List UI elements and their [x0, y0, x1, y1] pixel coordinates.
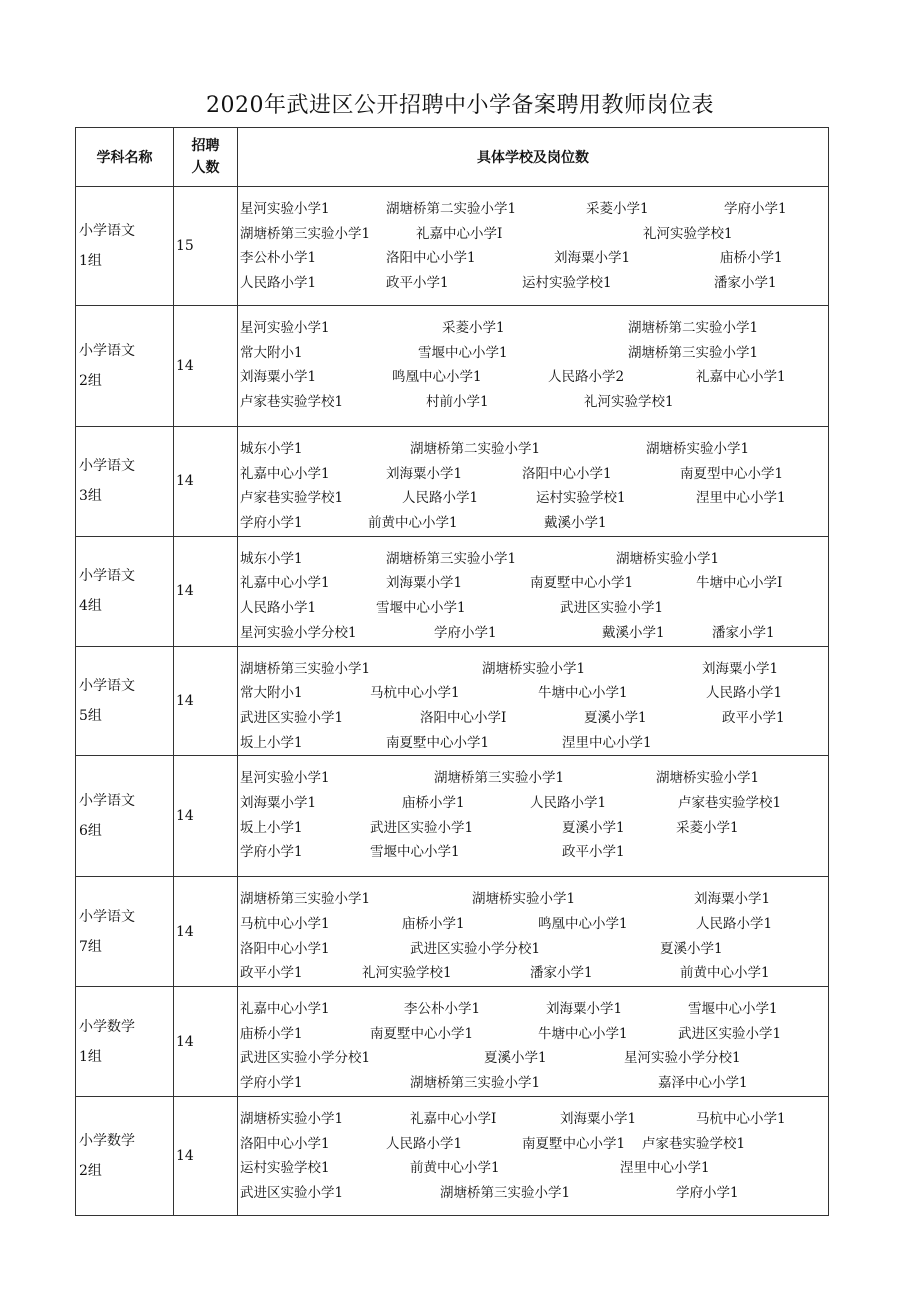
school-entry: 礼嘉中心小学I	[410, 1111, 497, 1127]
school-entry: 运村实验学校1	[536, 490, 626, 507]
school-entry: 戴溪小学1	[544, 515, 607, 532]
school-line	[240, 887, 824, 912]
school-entry: 学府小学1	[724, 201, 787, 217]
table-row	[76, 187, 829, 306]
school-line	[240, 365, 824, 390]
school-entry: 雪堰中心小学1	[418, 344, 508, 361]
school-entry: 人民路小学1	[386, 1135, 463, 1152]
school-line	[240, 937, 824, 962]
school-entry: 湖塘桥第三实验小学1	[434, 770, 565, 787]
school-entry: 戴溪小学1	[602, 624, 665, 641]
school-entry: 礼河实验学校1	[362, 965, 452, 982]
schools-cell	[238, 536, 829, 646]
recruitment-table	[75, 127, 829, 1216]
school-entry: 礼嘉中心小学1	[240, 1001, 330, 1017]
school-entry: 湖塘桥实验小学1	[240, 1111, 344, 1127]
school-entry: 湖塘桥第三实验小学1	[440, 1185, 571, 1202]
school-entry: 涅里中心小学1	[620, 1160, 710, 1177]
school-line	[240, 571, 824, 596]
count-cell: 14	[174, 646, 238, 756]
school-entry: 礼嘉中心小学1	[240, 465, 330, 482]
school-entry: 前黄中心小学1	[680, 965, 770, 982]
school-entry: 常大附小1	[240, 344, 303, 361]
school-line	[240, 731, 824, 756]
school-line	[240, 511, 824, 536]
school-entry: 湖塘桥第三实验小学1	[240, 891, 371, 908]
school-entry: 湖塘桥第三实验小学1	[410, 1075, 541, 1092]
school-entry: 潘家小学1	[530, 965, 593, 982]
school-entry: 鸣凰中心小学1	[392, 369, 482, 386]
table-row	[76, 1097, 829, 1216]
school-entry: 南夏墅中心小学1	[530, 575, 634, 592]
school-line	[240, 621, 824, 646]
school-entry: 卢家巷实验学校1	[642, 1135, 746, 1152]
school-entry: 夏溪小学1	[660, 940, 723, 957]
school-line	[240, 271, 824, 296]
school-entry: 星河实验小学1	[240, 770, 330, 787]
school-entry: 刘海粟小学1	[240, 794, 317, 811]
school-line	[240, 706, 824, 731]
school-entry: 夏溪小学1	[484, 1050, 547, 1067]
school-line	[240, 912, 824, 937]
school-line	[240, 961, 824, 986]
subject-text: 小学数学 2组	[79, 1133, 135, 1179]
school-entry: 马杭中心小学1	[696, 1111, 786, 1127]
count-cell: 14	[174, 536, 238, 646]
school-entry: 涅里中心小学1	[562, 734, 652, 751]
school-line	[240, 222, 824, 247]
school-entry: 人民路小学1	[240, 600, 317, 617]
count-cell: 14	[174, 306, 238, 427]
school-entry: 鸣凰中心小学1	[538, 915, 628, 932]
school-line	[240, 437, 824, 462]
school-entry: 南夏型中心小学1	[680, 465, 784, 482]
table-row	[76, 756, 829, 877]
school-entry: 湖塘桥第三实验小学1	[240, 660, 371, 677]
subject-text: 小学语文 4组	[79, 568, 135, 615]
subject-text: 小学语文 5组	[79, 677, 135, 724]
school-entry: 星河实验小学分校1	[240, 624, 357, 641]
school-entry: 礼嘉中心小学1	[240, 575, 330, 592]
table-row	[76, 987, 829, 1097]
count-cell: 14	[174, 756, 238, 877]
school-entry: 湖塘桥第三实验小学1	[240, 225, 371, 242]
school-entry: 刘海粟小学1	[694, 891, 771, 908]
count-cell: 14	[174, 1097, 238, 1216]
school-entry: 星河实验小学1	[240, 201, 330, 217]
school-entry: 坂上小学1	[240, 819, 303, 836]
school-entry: 前黄中心小学1	[410, 1160, 500, 1177]
school-line	[240, 462, 824, 487]
schools-cell	[238, 306, 829, 427]
school-entry: 洛阳中心小学1	[240, 1135, 330, 1152]
school-line	[240, 1132, 824, 1157]
school-entry: 湖塘桥第三实验小学1	[628, 344, 759, 361]
school-entry: 庙桥小学1	[402, 794, 465, 811]
table-row	[76, 306, 829, 427]
schools-cell	[238, 1097, 829, 1216]
subject-cell	[76, 306, 174, 427]
school-entry: 城东小学1	[240, 441, 303, 457]
school-entry: 武进区实验小学1	[240, 1185, 344, 1202]
school-line	[240, 1181, 824, 1206]
school-entry: 湖塘桥实验小学1	[472, 891, 576, 908]
school-entry: 学府小学1	[676, 1185, 739, 1202]
header-count-text: 招聘 人数	[191, 138, 220, 176]
school-line	[240, 1107, 824, 1132]
school-entry: 夏溪小学1	[584, 709, 647, 726]
school-entry: 雪堰中心小学1	[376, 600, 466, 617]
school-entry: 潘家小学1	[714, 275, 777, 292]
school-entry: 星河实验小学分校1	[624, 1050, 741, 1067]
school-entry: 人民路小学2	[548, 369, 625, 386]
school-entry: 南夏墅中心小学1	[370, 1025, 474, 1042]
subject-cell	[76, 756, 174, 877]
school-entry: 雪堰中心小学1	[688, 1001, 778, 1017]
school-entry: 洛阳中心小学1	[386, 250, 476, 267]
schools-cell	[238, 756, 829, 877]
school-entry: 洛阳中心小学1	[522, 465, 612, 482]
school-entry: 礼河实验学校1	[584, 394, 674, 411]
school-entry: 武进区实验小学1	[678, 1025, 782, 1042]
subject-cell	[76, 646, 174, 756]
school-entry: 城东小学1	[240, 550, 303, 567]
school-line	[240, 840, 824, 865]
table-row	[76, 877, 829, 987]
header-detail: 具体学校及岗位数	[238, 128, 829, 187]
subject-cell	[76, 187, 174, 306]
school-line	[240, 1022, 824, 1047]
school-entry: 潘家小学1	[712, 624, 775, 641]
school-line	[240, 246, 824, 271]
table-row	[76, 646, 829, 756]
school-line	[240, 486, 824, 511]
school-line	[240, 197, 824, 222]
school-entry: 政平小学1	[722, 709, 785, 726]
school-entry: 马杭中心小学1	[240, 915, 330, 932]
school-entry: 湖塘桥第二实验小学1	[386, 201, 517, 217]
school-entry: 湖塘桥第二实验小学1	[628, 320, 759, 336]
school-entry: 洛阳中心小学1	[240, 940, 330, 957]
school-entry: 湖塘桥实验小学1	[482, 660, 586, 677]
page-title: 2020年武进区公开招聘中小学备案聘用教师岗位表	[206, 93, 714, 118]
school-entry: 常大附小1	[240, 685, 303, 702]
school-line	[240, 816, 824, 841]
school-entry: 庙桥小学1	[402, 915, 465, 932]
school-line	[240, 1071, 824, 1096]
school-entry: 坂上小学1	[240, 734, 303, 751]
school-line	[240, 791, 824, 816]
table-row	[76, 427, 829, 537]
school-entry: 武进区实验小学1	[240, 709, 344, 726]
school-entry: 夏溪小学1	[562, 819, 625, 836]
schools-cell	[238, 987, 829, 1097]
school-entry: 人民路小学1	[696, 915, 773, 932]
schools-cell	[238, 646, 829, 756]
school-entry: 刘海粟小学1	[554, 250, 631, 267]
school-entry: 牛塘中心小学1	[538, 1025, 628, 1042]
count-cell: 14	[174, 427, 238, 537]
school-entry: 学府小学1	[240, 515, 303, 532]
school-entry: 人民路小学1	[530, 794, 607, 811]
school-entry: 刘海粟小学1	[560, 1111, 637, 1127]
school-entry: 政平小学1	[386, 275, 449, 292]
subject-cell	[76, 987, 174, 1097]
school-entry: 牛塘中心小学I	[696, 575, 783, 592]
school-entry: 刘海粟小学1	[386, 575, 463, 592]
school-entry: 前黄中心小学1	[368, 515, 458, 532]
school-entry: 卢家巷实验学校1	[240, 490, 344, 507]
subject-text: 小学语文 2组	[79, 343, 135, 389]
school-entry: 运村实验学校1	[240, 1160, 330, 1177]
school-entry: 马杭中心小学1	[370, 685, 460, 702]
school-entry: 礼河实验学校1	[643, 225, 733, 242]
header-subject: 学科名称	[76, 128, 174, 187]
school-entry: 刘海粟小学1	[386, 465, 463, 482]
schools-cell	[238, 187, 829, 306]
school-entry: 采菱小学1	[676, 819, 739, 836]
school-entry: 南夏墅中心小学1	[522, 1135, 626, 1152]
school-entry: 武进区实验小学分校1	[410, 940, 541, 957]
school-entry: 庙桥小学1	[720, 250, 783, 267]
school-entry: 刘海粟小学1	[702, 660, 779, 677]
header-count	[174, 128, 238, 187]
school-entry: 卢家巷实验学校1	[240, 394, 344, 411]
subject-text: 小学语文 3组	[79, 458, 135, 505]
school-entry: 村前小学1	[426, 394, 489, 411]
school-entry: 学府小学1	[240, 1075, 303, 1092]
school-entry: 雪堰中心小学1	[370, 844, 460, 861]
school-line	[240, 766, 824, 791]
school-entry: 人民路小学1	[240, 275, 317, 292]
school-line	[240, 341, 824, 366]
subject-cell	[76, 536, 174, 646]
school-entry: 湖塘桥第二实验小学1	[410, 441, 541, 457]
school-entry: 涅里中心小学1	[696, 490, 786, 507]
school-entry: 政平小学1	[562, 844, 625, 861]
subject-cell	[76, 1097, 174, 1216]
school-entry: 武进区实验小学1	[560, 600, 664, 617]
school-entry: 李公朴小学1	[240, 250, 317, 267]
subject-text: 小学数学 1组	[79, 1018, 135, 1065]
school-line	[240, 997, 824, 1022]
schools-cell	[238, 427, 829, 537]
subject-text: 小学语文 1组	[79, 223, 135, 269]
school-entry: 嘉泽中心小学1	[658, 1075, 748, 1092]
school-entry: 人民路小学1	[402, 490, 479, 507]
school-entry: 学府小学1	[240, 844, 303, 861]
school-line	[240, 681, 824, 706]
school-entry: 牛塘中心小学1	[538, 685, 628, 702]
school-line	[240, 1046, 824, 1071]
school-entry: 刘海粟小学1	[546, 1001, 623, 1017]
school-entry: 人民路小学1	[706, 685, 783, 702]
table-row	[76, 536, 829, 646]
school-line	[240, 390, 824, 415]
count-cell: 15	[174, 187, 238, 306]
school-entry: 南夏墅中心小学1	[386, 734, 490, 751]
school-entry: 湖塘桥实验小学1	[646, 441, 750, 457]
school-entry: 运村实验学校1	[522, 275, 612, 292]
school-entry: 刘海粟小学1	[240, 369, 317, 386]
school-line	[240, 657, 824, 682]
school-line	[240, 596, 824, 621]
school-entry: 武进区实验小学1	[370, 819, 474, 836]
school-entry: 武进区实验小学分校1	[240, 1050, 371, 1067]
table-header-row	[76, 128, 829, 187]
school-entry: 采菱小学1	[442, 320, 505, 336]
school-entry: 湖塘桥实验小学1	[656, 770, 760, 787]
school-line	[240, 316, 824, 341]
school-entry: 礼嘉中心小学1	[696, 369, 786, 386]
count-cell: 14	[174, 877, 238, 987]
school-entry: 采菱小学1	[586, 201, 649, 217]
subject-text: 小学语文 6组	[79, 793, 135, 840]
school-entry: 庙桥小学1	[240, 1025, 303, 1042]
school-entry: 洛阳中心小学I	[420, 709, 507, 726]
subject-text: 小学语文 7组	[79, 908, 135, 955]
school-entry: 礼嘉中心小学I	[416, 225, 503, 242]
school-line	[240, 547, 824, 572]
school-entry: 湖塘桥实验小学1	[616, 550, 720, 567]
schools-cell	[238, 877, 829, 987]
school-entry: 湖塘桥第三实验小学1	[386, 550, 517, 567]
school-line	[240, 1156, 824, 1181]
count-cell: 14	[174, 987, 238, 1097]
school-entry: 学府小学1	[434, 624, 497, 641]
subject-cell	[76, 877, 174, 987]
subject-cell	[76, 427, 174, 537]
school-entry: 李公朴小学1	[404, 1001, 481, 1017]
school-entry: 政平小学1	[240, 965, 303, 982]
school-entry: 卢家巷实验学校1	[678, 794, 782, 811]
school-entry: 星河实验小学1	[240, 320, 330, 336]
